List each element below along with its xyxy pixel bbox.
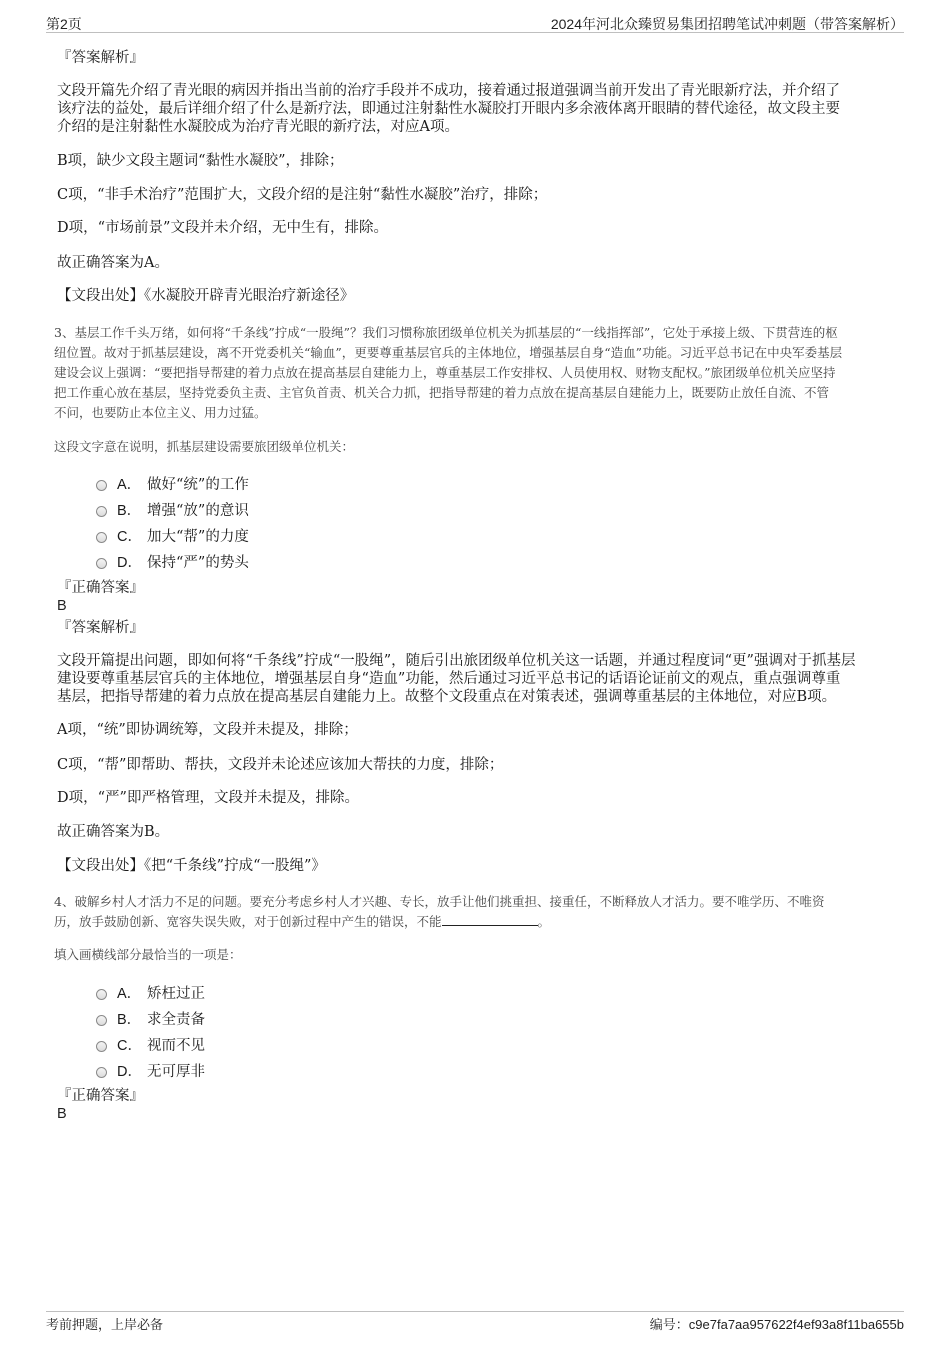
radio-button-icon[interactable] bbox=[96, 1041, 107, 1052]
answer-heading: 『正确答案』 bbox=[57, 580, 144, 596]
question-3-stem-line: 建设会议上强调：“要把指导帮建的着力点放在提高基层自建能力上，尊重基层工作安排权、人员使用权、财物支配权。”旅团级单位机关应坚持 bbox=[54, 365, 836, 380]
analysis-line: 建设要尊重基层官兵的主体地位，增强基层自身“造血”功能，然后通过习近平总书记的话语论证前文的观点，重点强调尊重 bbox=[57, 671, 841, 687]
option-d-explanation: D项，“市场前景”文段并未介绍，无中生有，排除。 bbox=[57, 220, 388, 236]
fill-in-blank bbox=[442, 914, 538, 926]
page-number: 第2页 bbox=[46, 16, 82, 32]
radio-button-icon[interactable] bbox=[96, 480, 107, 491]
answer-heading: 『正确答案』 bbox=[57, 1088, 144, 1104]
question-3-option-c[interactable]: C． 加大“帮”的力度 bbox=[96, 525, 249, 546]
question-3-stem-line: 不问，也要防止本位主义、用力过猛。 bbox=[54, 405, 267, 420]
question-4-option-d[interactable]: D． 无可厚非 bbox=[96, 1060, 205, 1081]
question-4-prompt: 填入画横线部分最恰当的一项是： bbox=[54, 947, 242, 962]
analysis-line: 文段开篇先介绍了青光眼的病因并指出当前的治疗手段并不成功，接着通过报道强调当前开发出了青光眼新疗法，并介绍了 bbox=[57, 83, 840, 99]
analysis-line: 介绍的是注射黏性水凝胶成为治疗青光眼的新疗法，对应A项。 bbox=[57, 119, 459, 135]
analysis-heading: 『答案解析』 bbox=[57, 50, 144, 66]
question-3-stem-line: 3、基层工作千头万绪，如何将“千条线”拧成“一股绳”？我们习惯称旅团级单位机关为抓基层的“一线指挥部”，它处于承接上级、下贯营连的枢 bbox=[54, 325, 838, 340]
question-3-stem-line: 把工作重心放在基层，坚持党委负主责、主官负首责、机关合力抓，把指导帮建的着力点放在提高基层自建能力上，既要防止放任自流、不管 bbox=[54, 385, 830, 400]
question-4-option-b[interactable]: B． 求全责备 bbox=[96, 1008, 205, 1029]
radio-button-icon[interactable] bbox=[96, 558, 107, 569]
option-c-explanation: C项，“帮”即帮助、帮扶，文段并未论述应该加大帮扶的力度，排除； bbox=[57, 757, 504, 773]
radio-button-icon[interactable] bbox=[96, 532, 107, 543]
question-3-option-a[interactable]: A． 做好“统”的工作 bbox=[96, 473, 249, 494]
document-code: 编号：c9e7fa7aa957622f4ef93a8f11ba655b bbox=[649, 1317, 904, 1332]
radio-button-icon[interactable] bbox=[96, 1015, 107, 1026]
analysis-line: 该疗法的益处，最后详细介绍了什么是新疗法，即通过注射黏性水凝胶打开眼内多余液体离开眼睛的替代途径，故文段主要 bbox=[57, 101, 840, 117]
question-3-stem-line: 纽位置。故对于抓基层建设，离不开党委机关“输血”，更要尊重基层官兵的主体地位，增强基层自身“造血”功能。习近平总书记在中央军委基层 bbox=[54, 345, 843, 360]
question-3-option-b[interactable]: B． 增强“放”的意识 bbox=[96, 499, 249, 520]
option-b-explanation: B项，缺少文段主题词“黏性水凝胶”，排除； bbox=[57, 153, 344, 169]
header-divider bbox=[46, 32, 904, 33]
question-3-prompt: 这段文字意在说明，抓基层建设需要旅团级单位机关： bbox=[54, 439, 355, 454]
option-a-explanation: A项，“统”即协调统筹，文段并未提及，排除； bbox=[57, 722, 358, 738]
question-3-option-d[interactable]: D． 保持“严”的势头 bbox=[96, 551, 249, 572]
question-4-option-a[interactable]: A． 矫枉过正 bbox=[96, 982, 205, 1003]
question-4-stem-line: 历，放手鼓励创新、宽容失误失败，对于创新过程中产生的错误，不能 。 bbox=[54, 914, 551, 929]
radio-button-icon[interactable] bbox=[96, 506, 107, 517]
radio-button-icon[interactable] bbox=[96, 989, 107, 1000]
source-citation: 【文段出处】《水凝胶开辟青光眼治疗新途径》 bbox=[57, 288, 355, 304]
answer-value: B bbox=[57, 598, 67, 614]
radio-button-icon[interactable] bbox=[96, 1067, 107, 1078]
document-title: 2024年河北众臻贸易集团招聘笔试冲刺题（带答案解析） bbox=[550, 16, 904, 32]
question-4-stem-line: 4、破解乡村人才活力不足的问题。要充分考虑乡村人才兴趣、专长，放手让他们挑重担、接重任，不断释放人才活力。要不唯学历、不唯资 bbox=[54, 894, 825, 909]
conclusion: 故正确答案为A。 bbox=[57, 255, 169, 271]
footer-divider bbox=[46, 1311, 904, 1312]
option-d-explanation: D项，“严”即严格管理，文段并未提及，排除。 bbox=[57, 790, 359, 806]
option-c-explanation: C项，“非手术治疗”范围扩大，文段介绍的是注射“黏性水凝胶”治疗，排除； bbox=[57, 187, 548, 203]
answer-value: B bbox=[57, 1106, 67, 1122]
analysis-heading: 『答案解析』 bbox=[57, 620, 144, 636]
analysis-line: 文段开篇提出问题，即如何将“千条线”拧成“一股绳”，随后引出旅团级单位机关这一话题，并通过程度词“更”强调对于抓基层 bbox=[57, 653, 856, 669]
analysis-line: 基层，把指导帮建的着力点放在提高基层自建能力上。故整个文段重点在对策表述，强调尊重基层的主体地位，对应B项。 bbox=[57, 689, 837, 705]
source-citation: 【文段出处】《把“千条线”拧成“一股绳”》 bbox=[57, 858, 326, 874]
footer-slogan: 考前押题，上岸必备 bbox=[46, 1317, 164, 1332]
conclusion: 故正确答案为B。 bbox=[57, 824, 170, 840]
question-4-option-c[interactable]: C． 视而不见 bbox=[96, 1034, 205, 1055]
